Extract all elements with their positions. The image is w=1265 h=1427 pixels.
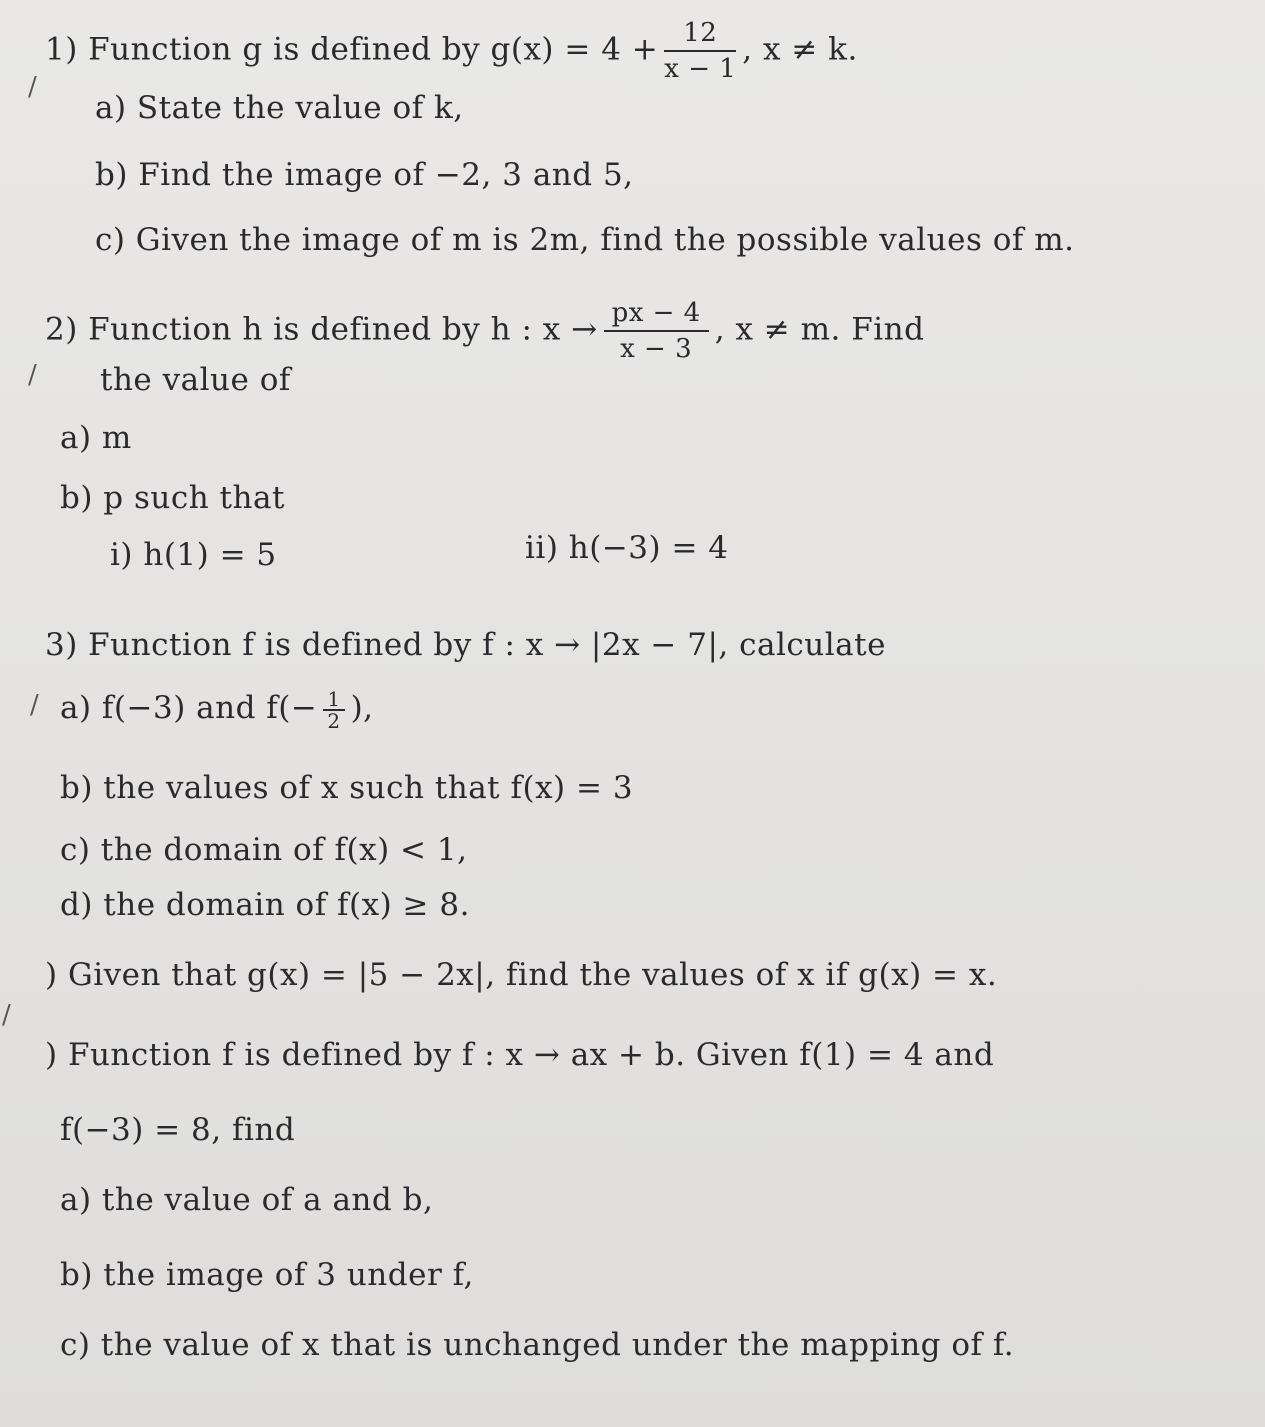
question-5-stem: ) Function f is defined by f : x → ax + b. Given f(1) = 4 and <box>45 1037 995 1073</box>
question-2-stem-continued: the value of <box>100 362 291 398</box>
margin-tick: / <box>28 360 37 390</box>
question-2-part-b-i: i) h(1) = 5 <box>110 537 277 573</box>
question-3-part-c: c) the domain of f(x) < 1, <box>60 832 468 868</box>
question-2-part-b: b) p such that <box>60 480 285 516</box>
question-3-stem: 3) Function f is defined by f : x → |2x − 7|, calculate <box>45 627 886 663</box>
question-5-part-c: c) the value of x that is unchanged under the mapping of f. <box>60 1327 1015 1363</box>
fraction: $\frac{1}{2}$ <box>323 689 344 731</box>
question-2-stem: 2) Function h is defined by h : x → $\frac{px - 4}{x - 3}$ , x ≠ m. Find <box>45 298 925 364</box>
fraction: $\frac{px - 4}{x - 3}$ <box>604 298 709 364</box>
question-1-part-b: b) Find the image of −2, 3 and 5, <box>95 157 634 193</box>
margin-tick: / <box>2 1000 11 1030</box>
question-1-part-c: c) Given the image of m is 2m, find the possible values of m. <box>95 222 1075 258</box>
question-5-part-b: b) the image of 3 under f, <box>60 1257 474 1293</box>
question-2-part-b-ii: ii) h(−3) = 4 <box>525 530 729 566</box>
question-2-part-a: a) m <box>60 420 132 456</box>
margin-tick: / <box>30 690 39 720</box>
question-1-stem: 1) Function g is defined by g(x) = 4 + $\frac{12}{x - 1}$ , x ≠ k. <box>45 18 858 84</box>
question-5-stem-continued: f(−3) = 8, find <box>60 1112 296 1148</box>
question-4-stem: ) Given that g(x) = |5 − 2x|, find the values of x if g(x) = x. <box>45 957 998 993</box>
fraction: $\frac{12}{x - 1}$ <box>664 18 737 84</box>
margin-tick: / <box>28 72 37 102</box>
question-3-part-b: b) the values of x such that f(x) = 3 <box>60 770 634 806</box>
question-1-part-a: a) State the value of k, <box>95 90 464 126</box>
question-3-part-a: a) f(−3) and f(− $\frac{1}{2}$ ), <box>60 686 374 733</box>
question-5-part-a: a) the value of a and b, <box>60 1182 434 1218</box>
question-3-part-d: d) the domain of f(x) ≥ 8. <box>60 887 470 923</box>
